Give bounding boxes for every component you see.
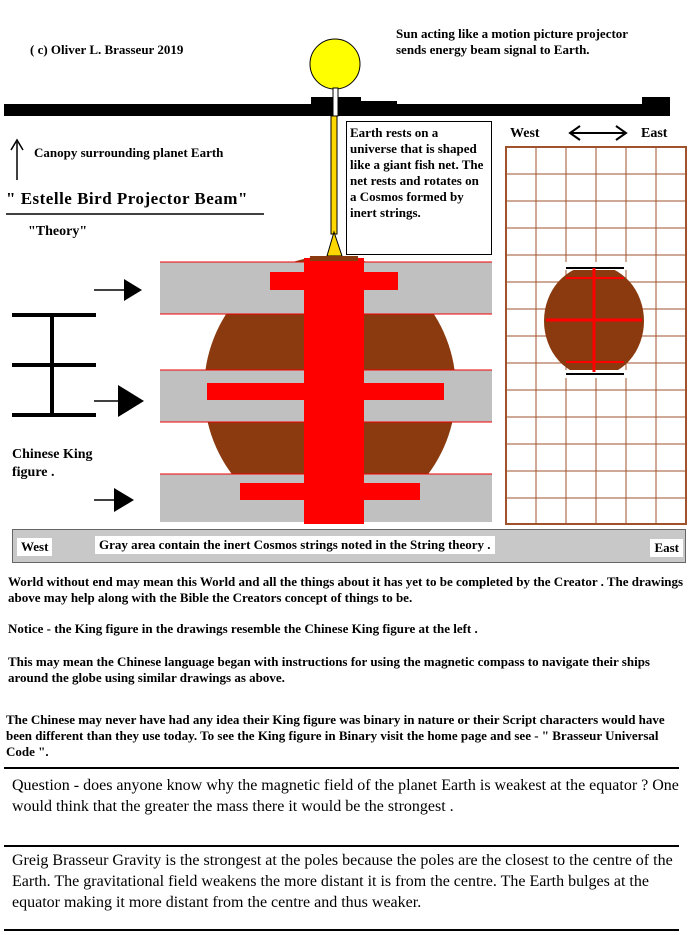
king-figure-label: Chinese King figure . — [12, 447, 93, 480]
red-vertical-beam — [304, 258, 364, 524]
beam-pole — [333, 88, 338, 116]
answer-text: Greig Brasseur Gravity is the strongest at the poles because the poles are the closest to the centre of the Earth. The gravitational field weakens the more distant it is from the centre. The Earth bulges at the equator making it more distant from the centre and thus weaker. — [12, 852, 673, 911]
canopy-label: Canopy surrounding planet Earth — [34, 145, 224, 160]
cosmos-caption: Gray area contain the inert Cosmos strings noted in the String theory . — [95, 536, 495, 554]
cosmos-caption-bar — [12, 529, 686, 563]
east-label-top: East — [641, 126, 668, 141]
string-arrow-1 — [94, 279, 142, 301]
west-label-top: West — [510, 126, 540, 141]
sun-note: Sun acting like a motion picture projector sends energy beam signal to Earth. — [396, 26, 628, 57]
divider-middle — [4, 845, 679, 847]
paragraph-world-without-end: World without end may mean this World and all the things about it has yet to be completed by the Creator . The drawings above may help along with the Bible the Creators concept of things to be. — [8, 574, 684, 605]
paragraph-binary: The Chinese may never have had any idea their King figure was binary in nature or their Script characters would have been different than they use today. To see the King figure in Binary visit the home page and see - " Brasseur Universal Code ". — [6, 712, 665, 759]
sun — [310, 39, 360, 89]
projector-beam — [331, 116, 337, 234]
canopy-bump-right — [642, 97, 670, 106]
theory-subtitle: "Theory" — [28, 224, 88, 239]
question-text: Question - does anyone know why the magnetic field of the planet Earth is weakest at the equator ? One would think that the greater the mass there it would be the strongest . — [12, 777, 679, 815]
net-earth — [544, 262, 644, 378]
theory-title: " Estelle Bird Projector Beam" — [6, 189, 248, 208]
canopy-bump-small — [361, 101, 397, 106]
paragraph-chinese-language: This may mean the Chinese language began with instructions for using the magnetic compass to navigate their ships around the globe using similar drawings as above. — [8, 654, 650, 685]
east-label-bottom: East — [650, 539, 683, 557]
string-arrow-3 — [94, 488, 134, 512]
earth-note: Earth rests on a universe that is shaped like a giant fish net. The net rests and rotates on a Cosmos formed by inert strings. — [346, 121, 492, 255]
king-figure-icon — [12, 313, 96, 417]
beam-tip — [327, 232, 342, 256]
west-label-bottom: West — [17, 538, 52, 556]
divider-bottom — [4, 929, 679, 931]
divider-top — [4, 767, 679, 769]
string-arrow-2 — [94, 385, 144, 417]
copyright: ( c) Oliver L. Brasseur 2019 — [30, 42, 184, 57]
paragraph-notice: Notice - the King figure in the drawings resemble the Chinese King figure at the left . — [8, 621, 478, 636]
